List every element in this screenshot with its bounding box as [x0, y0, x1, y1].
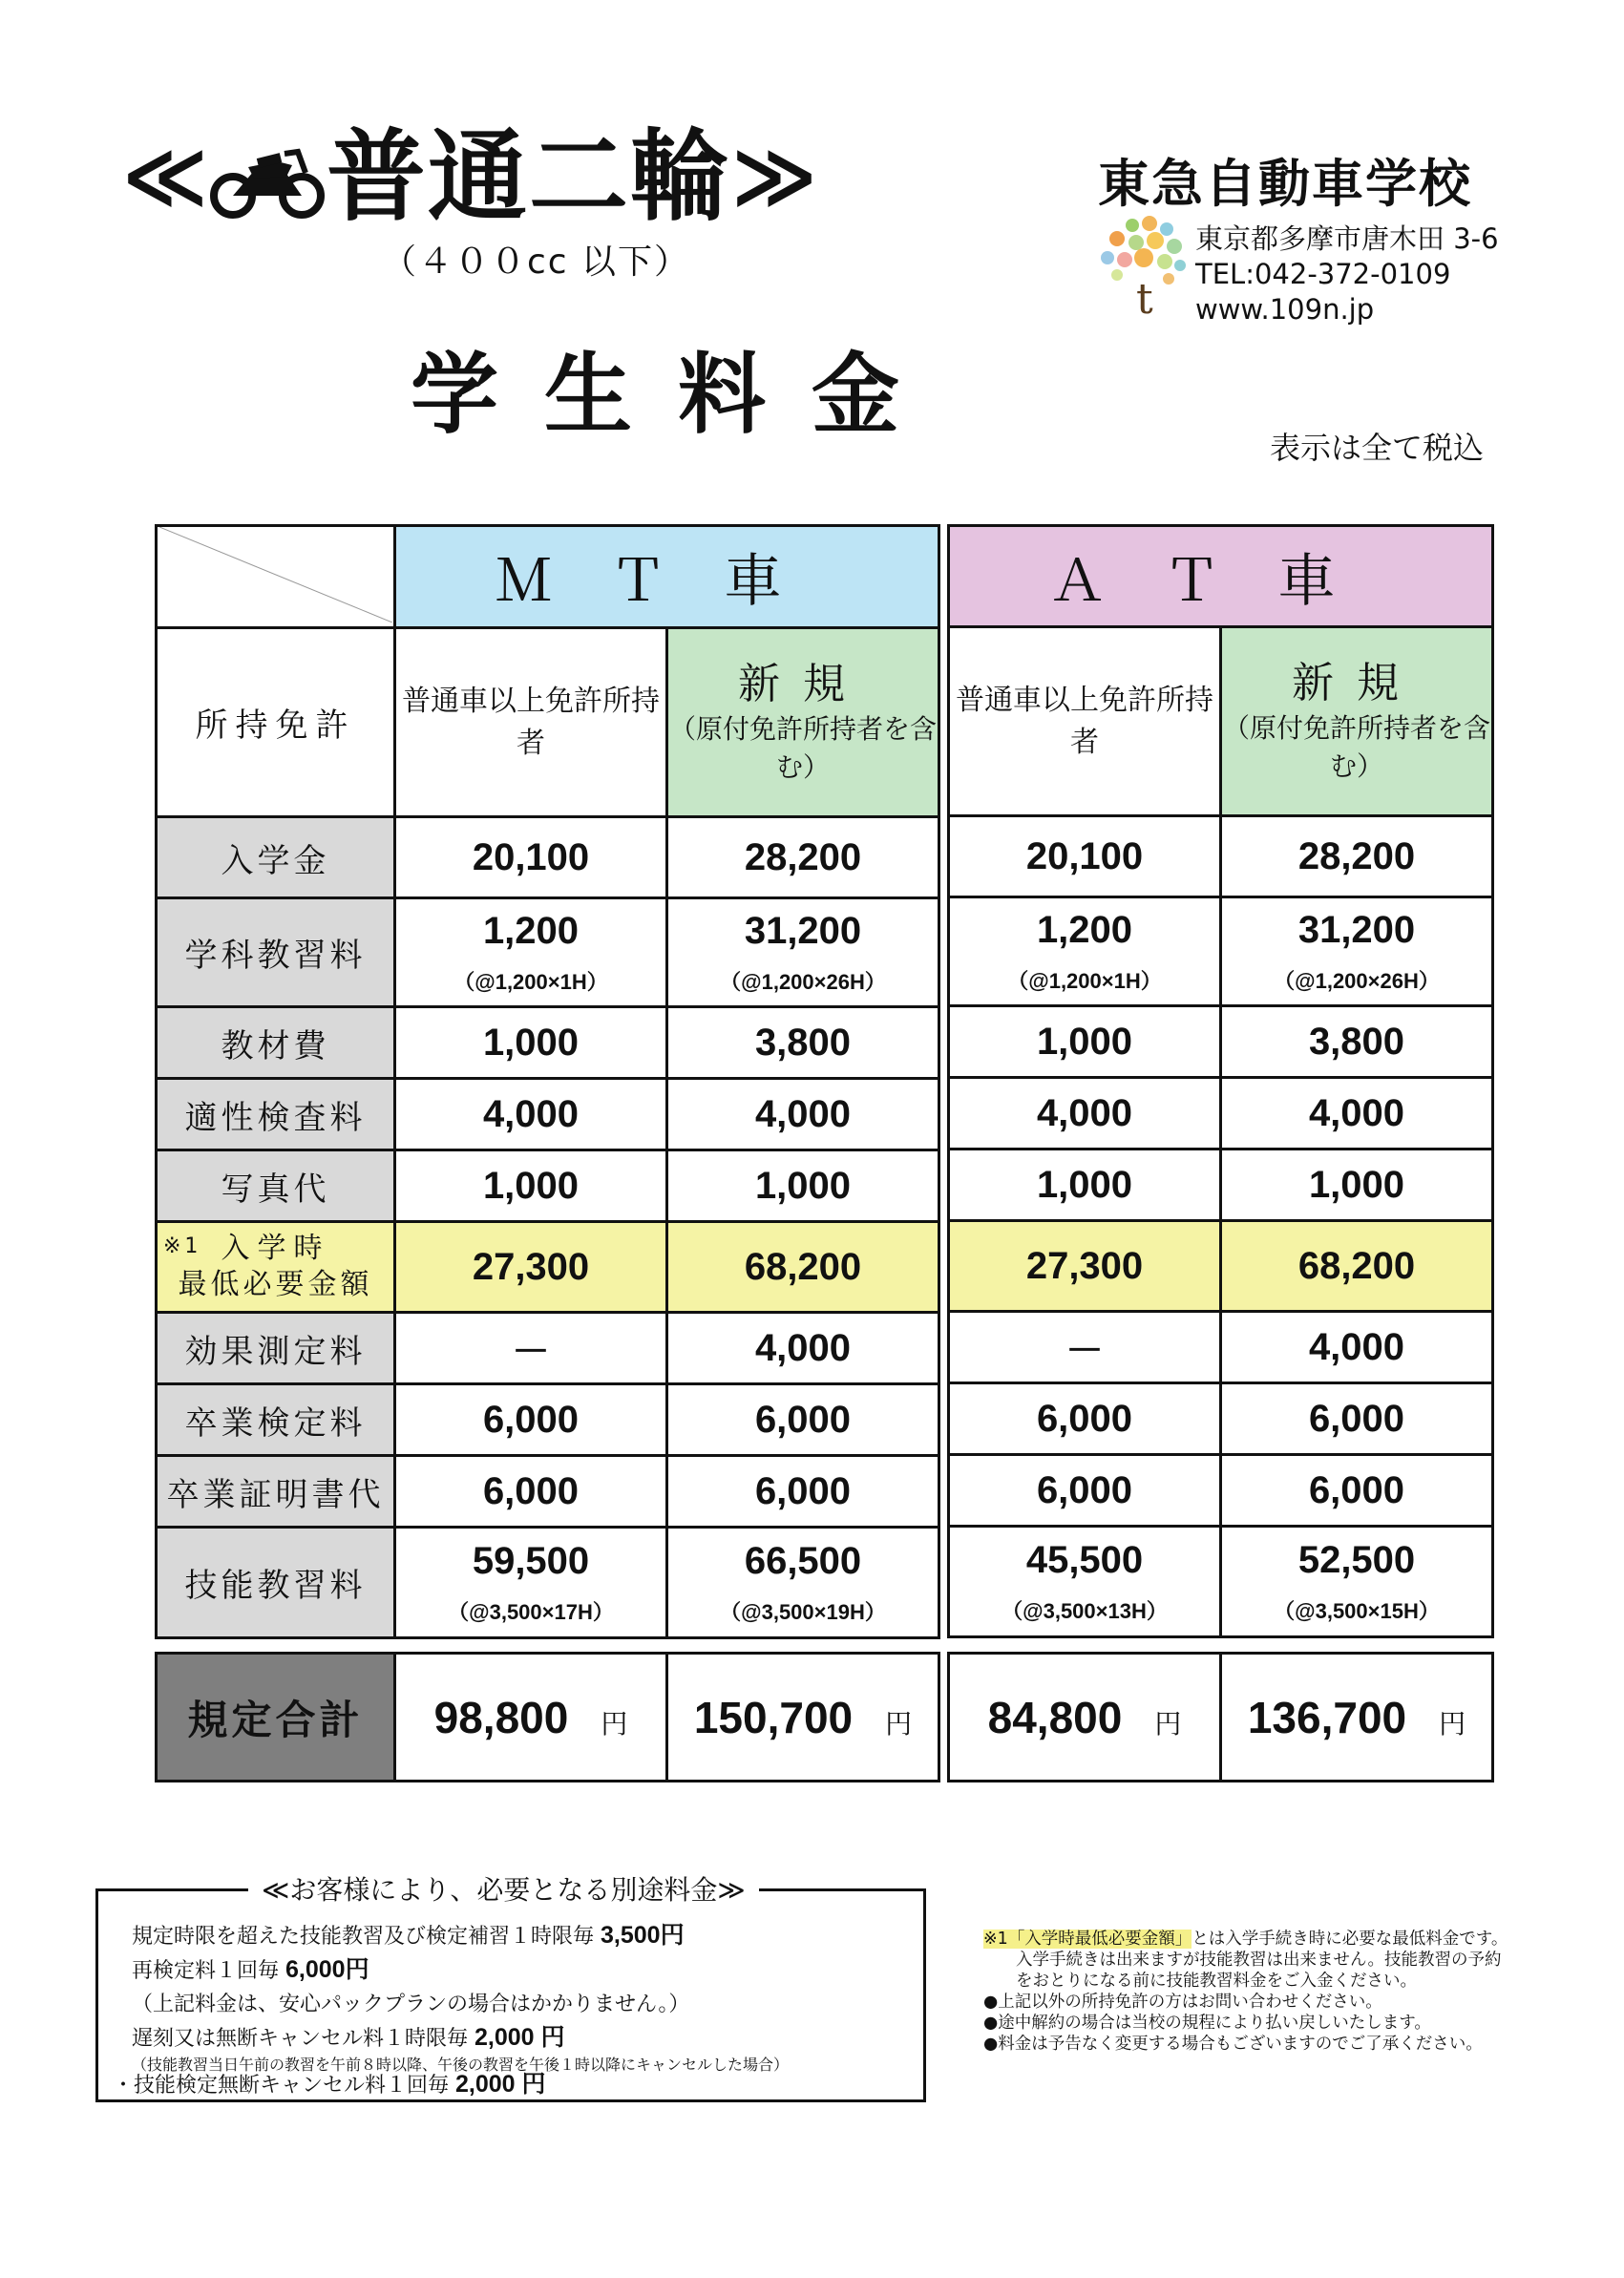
table-row: [157, 1007, 939, 1079]
title-left-mark: ≪: [122, 129, 209, 224]
table-row: [157, 1384, 939, 1456]
value-cell: 1,000: [1221, 1150, 1493, 1221]
total-table-at: [947, 1652, 1494, 1782]
value-cell: 6,000: [395, 1384, 667, 1456]
row-label: 写真代: [157, 1150, 395, 1222]
row-label: 学科教習料: [157, 898, 395, 1007]
table-row: [949, 1312, 1493, 1383]
row-label: 適性検査料: [157, 1079, 395, 1150]
value-cell: 28,200: [1221, 816, 1493, 897]
value-cell: 4,000: [395, 1079, 667, 1150]
note-4: ●料金は予告なく変更する場合もございますのでご了承ください。: [983, 2035, 1483, 2054]
value-cell: －: [949, 1312, 1221, 1383]
value-cell: 4,000: [949, 1078, 1221, 1150]
table-row: [949, 1527, 1493, 1637]
value-cell: 66,500 （@3,500×19H）: [667, 1528, 939, 1638]
subtitle: （４００cc 以下）: [382, 243, 691, 282]
total-cell: 136,700 円: [1221, 1654, 1493, 1782]
value-cell: 1,000: [395, 1150, 667, 1222]
value-cell: 1,000: [667, 1150, 939, 1222]
extra-fees-lines: [132, 1919, 789, 2075]
value-cell: 6,000: [1221, 1383, 1493, 1455]
license-new: [1221, 627, 1493, 816]
license-label: 所持免許: [157, 628, 395, 817]
school-name: 東急自動車学校: [1098, 154, 1472, 214]
note-1: ※1「入学時最低必要金額」とは入学手続き時に必要な最低料金です。: [983, 1930, 1508, 1949]
diagonal-line: [159, 527, 392, 622]
license-new-main: 新規: [738, 659, 868, 708]
value-cell: 31,200 （@1,200×26H）: [1221, 897, 1493, 1006]
value-cell: 20,100: [395, 817, 667, 898]
extra-fees-title: ≪お客様により、必要となる別途料金≫: [248, 1869, 759, 1908]
license-normal: 普通車以上免許所持者: [395, 628, 667, 817]
license-new-sub: （原付免許所持者を含む）: [668, 712, 937, 783]
table-row: [949, 1006, 1493, 1078]
table-row: [949, 1455, 1493, 1527]
value-cell: 68,200: [1221, 1221, 1493, 1312]
row-label: 教材費: [157, 1007, 395, 1079]
license-new: [667, 628, 939, 817]
table-row-required: [949, 1221, 1493, 1312]
row-label: 入学金: [157, 817, 395, 898]
total-cell: 150,700 円: [667, 1654, 939, 1782]
school-address: 東京都多摩市唐木田 3-6: [1195, 222, 1499, 255]
value-cell: 68,200: [667, 1222, 939, 1313]
value-cell: 6,000: [395, 1456, 667, 1528]
tax-note: 表示は全て税込: [1270, 430, 1485, 466]
value-cell: 1,000: [949, 1006, 1221, 1078]
required-label: ※1 入学時 最低必要金額: [157, 1222, 395, 1313]
value-cell: 4,000: [667, 1079, 939, 1150]
table-row: [157, 1079, 939, 1150]
at-header: ＡＴ車: [949, 526, 1493, 627]
license-new-main: 新規: [1292, 658, 1422, 707]
value-cell: 28,200: [667, 817, 939, 898]
row-label: 卒業検定料: [157, 1384, 395, 1456]
row-label: 効果測定料: [157, 1313, 395, 1384]
extra-line: 再検定料１回毎 6,000円: [132, 1956, 369, 1983]
school-contact: [1195, 221, 1499, 327]
value-cell: 1,000: [395, 1007, 667, 1079]
extra-line: （上記料金は、安心パックプランの場合はかかりません。）: [132, 1993, 690, 2016]
extra-line: 規定時限を超えた技能教習及び検定補習１時限毎 3,500円: [132, 1922, 685, 1949]
table-row: [949, 1150, 1493, 1221]
total-cell: 84,800 円: [949, 1654, 1221, 1782]
table-row: [157, 1456, 939, 1528]
note-1-line3: をおとりになる前に技能教習料金をご入金ください。: [1016, 1972, 1417, 1991]
note-2: ●上記以外の所持免許の方はお問い合わせください。: [983, 1993, 1382, 2012]
corner-cell: [157, 526, 395, 628]
tree-logo-icon: [1094, 214, 1190, 319]
total-label: 規定合計: [157, 1654, 395, 1782]
table-row: [949, 1383, 1493, 1455]
school-tel: TEL:042-372-0109: [1195, 258, 1451, 290]
value-cell: 6,000: [667, 1456, 939, 1528]
value-cell: 1,200 （@1,200×1H）: [949, 897, 1221, 1006]
extra-line: ・技能検定無断キャンセル料１回毎 2,000 円: [113, 2071, 546, 2098]
notes: [983, 1929, 1575, 2055]
license-new-sub: （原付免許所持者を含む）: [1222, 711, 1490, 782]
value-cell: 6,000: [667, 1384, 939, 1456]
table-row: [157, 1150, 939, 1222]
page-title: 学生料金: [411, 344, 946, 446]
value-cell: 1,200 （@1,200×1H）: [395, 898, 667, 1007]
title-right-mark: ≫: [731, 129, 818, 224]
total-table-mt: [155, 1652, 940, 1782]
value-cell: 6,000: [1221, 1455, 1493, 1527]
school-url[interactable]: www.109n.jp: [1195, 293, 1375, 326]
table-row: [157, 817, 939, 898]
table-row: [949, 816, 1493, 897]
value-cell: 4,000: [1221, 1078, 1493, 1150]
value-cell: 1,000: [949, 1150, 1221, 1221]
license-normal: 普通車以上免許所持者: [949, 627, 1221, 816]
value-cell: 3,800: [1221, 1006, 1493, 1078]
value-cell: 52,500 （@3,500×15H）: [1221, 1527, 1493, 1637]
footnote-mark: ※1: [163, 1234, 202, 1258]
row-label: 技能教習料: [157, 1528, 395, 1638]
value-cell: 20,100: [949, 816, 1221, 897]
value-cell: 27,300: [395, 1222, 667, 1313]
main-title: 普通二輪: [327, 118, 732, 235]
motorcycle-icon: [210, 129, 325, 224]
value-cell: 4,000: [1221, 1312, 1493, 1383]
value-cell: 31,200 （@1,200×26H）: [667, 898, 939, 1007]
school-logo: [1094, 214, 1190, 319]
value-cell: 45,500 （@3,500×13H）: [949, 1527, 1221, 1637]
note-1-line2: 入学手続きは出来ますが技能教習は出来ません。技能教習の予約: [1016, 1951, 1502, 1970]
value-cell: 59,500 （@3,500×17H）: [395, 1528, 667, 1638]
fee-table-at: [947, 524, 1494, 1638]
value-cell: 27,300: [949, 1221, 1221, 1312]
table-row: [949, 897, 1493, 1006]
value-cell: 3,800: [667, 1007, 939, 1079]
value-cell: －: [395, 1313, 667, 1384]
value-cell: 6,000: [949, 1383, 1221, 1455]
table-row: [157, 898, 939, 1007]
value-cell: 4,000: [667, 1313, 939, 1384]
extra-line-note: （技能教習当日午前の教習を午前８時以降、午後の教習を午後１時以降にキャンセルした場合）: [132, 2056, 790, 2074]
fee-table-mt: [155, 524, 940, 1639]
table-row: [949, 1078, 1493, 1150]
row-label: 卒業証明書代: [157, 1456, 395, 1528]
svg-text:t: t: [1136, 275, 1153, 319]
mt-header: ＭＴ車: [395, 526, 939, 628]
table-row: [157, 1313, 939, 1384]
table-row-required: [157, 1222, 939, 1313]
total-cell: 98,800 円: [395, 1654, 667, 1782]
table-row: [157, 1528, 939, 1638]
title-row: [122, 115, 886, 239]
value-cell: 6,000: [949, 1455, 1221, 1527]
extra-line: 遅刻又は無断キャンセル料１時限毎 2,000 円: [132, 2024, 565, 2051]
note-3: ●途中解約の場合は当校の規程により払い戻しいたします。: [983, 2014, 1431, 2033]
